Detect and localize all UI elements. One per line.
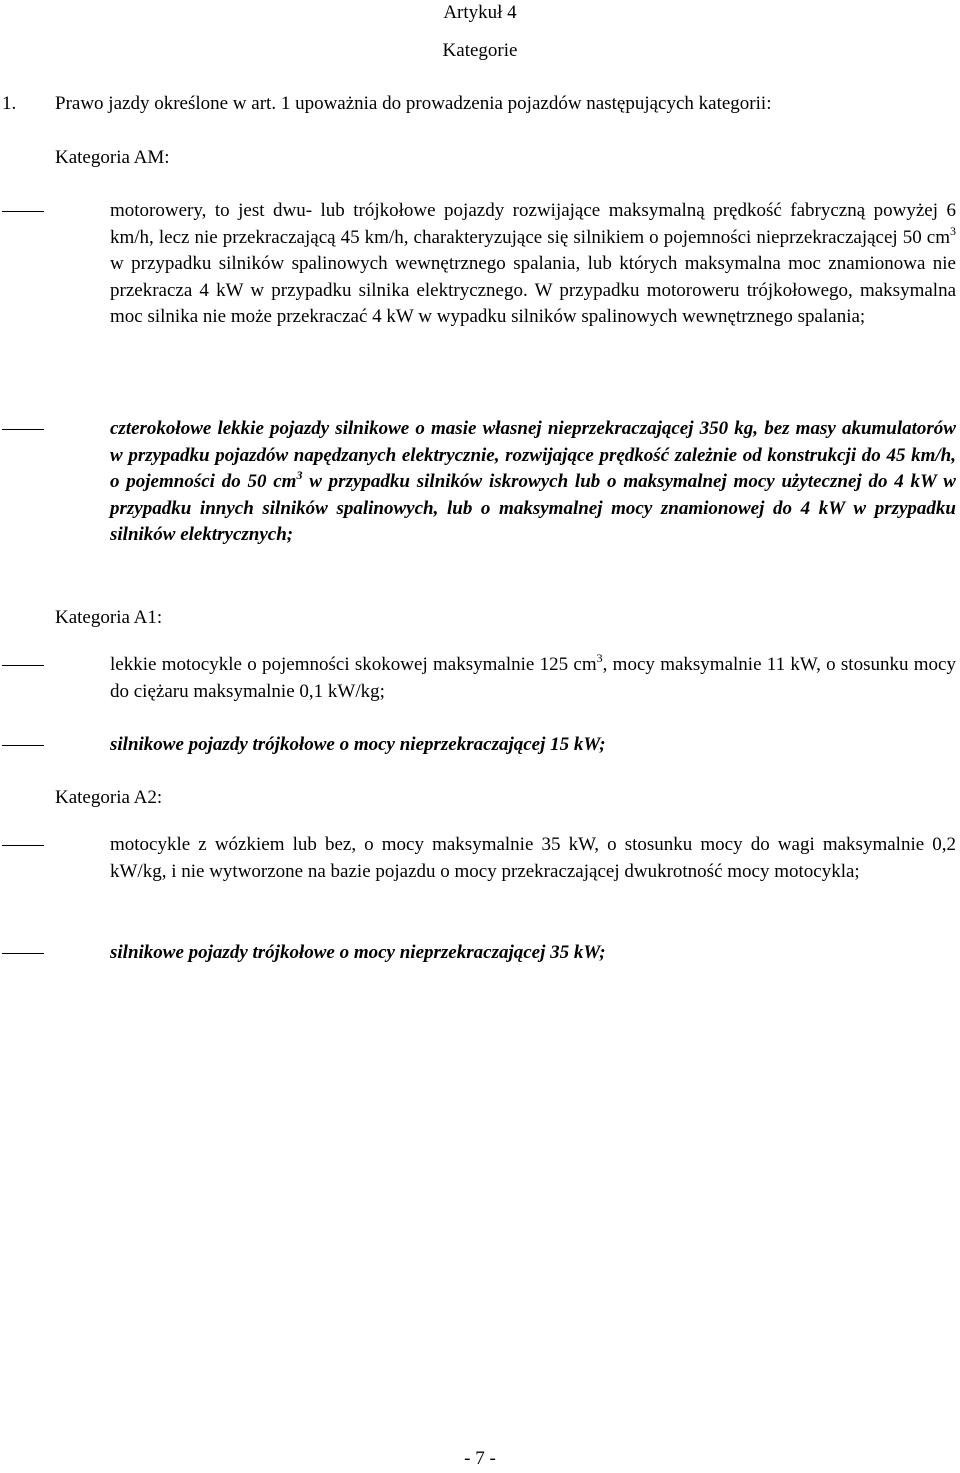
category-a1-item-1-text: lekkie motocykle o pojemności skokowej maksymalnie 125 cm (110, 654, 597, 675)
superscript: 3 (950, 223, 956, 238)
category-a2-label: Kategoria A2: (55, 787, 163, 808)
category-am-item-1 (110, 198, 956, 331)
list-dash (2, 745, 44, 746)
page-number: - 7 - (464, 1448, 496, 1469)
list-dash (2, 211, 44, 212)
category-a1-item-1 (110, 652, 956, 705)
list-dash (2, 665, 44, 666)
category-am-item-2-text-cont: w przypadku silników iskrowych lub o maksymalnej mocy użytecznej do 4 kW w przypadku innych silników spalinowych, lub o maksymalnej mocy znamionowej do 4 kW w przypadku silników elektrycznych; (110, 471, 956, 545)
list-dash (2, 845, 44, 846)
section-title: Kategorie (442, 40, 518, 61)
superscript: 3 (296, 468, 303, 482)
category-am-item-1-text-cont: w przypadku silników spalinowych wewnętrznego spalania, lub których maksymalna moc znamionowa nie przekracza 4 kW w przypadku silnika elektrycznego. W przypadku motoroweru trójkołowego, maksymalna moc silnika nie może przekraczać 4 kW w wypadku silników spalinowych wewnętrznego spalania; (110, 253, 956, 327)
category-am-label: Kategoria AM: (55, 147, 170, 168)
category-a2-item-1: motocykle z wózkiem lub bez, o mocy maksymalnie 35 kW, o stosunku mocy do wagi maksymalnie 0,2 kW/kg, i nie wytworzone na bazie pojazdu o mocy przekraczającej dwukrotność mocy motocykla; (110, 834, 956, 882)
category-a1-item-1-text-cont: , mocy maksymalnie 11 kW, o stosunku mocy do ciężaru maksymalnie 0,1 kW/kg; (110, 654, 956, 702)
list-dash (2, 953, 44, 954)
category-am-item-2 (110, 416, 956, 549)
category-a2-item-2: silnikowe pojazdy trójkołowe o mocy nieprzekraczającej 35 kW; (110, 942, 606, 963)
article-heading: Artykuł 4 (443, 2, 517, 23)
intro-number: 1. (2, 93, 17, 114)
intro-text: Prawo jazdy określone w art. 1 upoważnia do prowadzenia pojazdów następujących kategorii: (55, 93, 772, 114)
category-a1-label: Kategoria A1: (55, 607, 163, 628)
category-a1-item-2: silnikowe pojazdy trójkołowe o mocy nieprzekraczającej 15 kW; (110, 734, 606, 755)
superscript: 3 (596, 651, 603, 665)
category-am-item-2-text: czterokołowe lekkie pojazdy silnikowe o masie własnej nieprzekraczającej 350 kg, bez masy akumulatorów w przypadku pojazdów napędzanych elektrycznie, rozwijające prędkość zależnie od konstrukcji do 45 km/h, o pojemności do 50 cm (110, 418, 956, 492)
list-dash (2, 429, 44, 430)
category-am-item-1-text: motorowery, to jest dwu- lub trójkołowe pojazdy rozwijające maksymalną prędkość fabryczną powyżej 6 km/h, lecz nie przekraczającą 45 km/h, charakteryzujące się silnikiem o pojemności nieprzekraczającej 50 cm (110, 200, 956, 248)
